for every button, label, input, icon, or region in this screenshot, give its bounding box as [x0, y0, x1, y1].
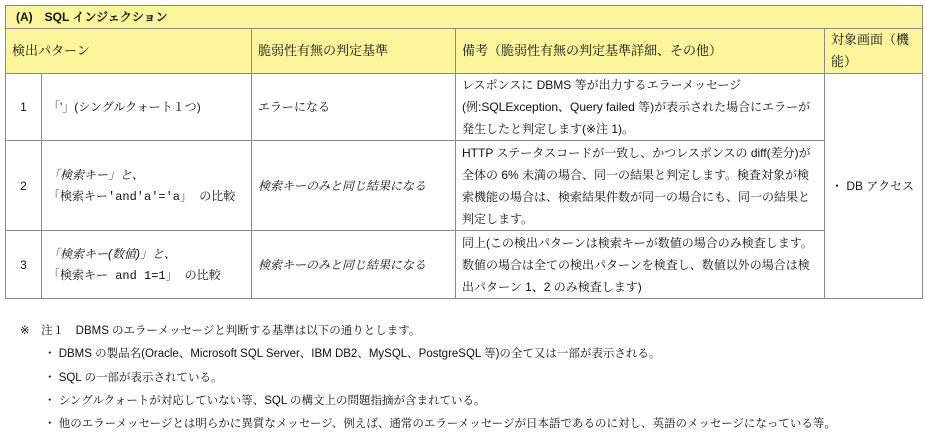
criterion: 検索キーのみと同じ結果になる: [252, 231, 456, 299]
pattern-line: 「検索キー(数値)」と、: [48, 246, 176, 261]
sql-injection-table: [5, 5, 923, 299]
note-item: ・ 他のエラーメッセージとは明らかに異質なメッセージ、例えば、通常のエラーメッセージが日本語であるのに対し、英語のメッセージになっている等。: [44, 418, 836, 431]
table-title: (A) SQL インジェクション: [6, 6, 923, 29]
row-number: 1: [6, 74, 42, 141]
remarks: 同上(この検出パターンは検索キーが数値の場合のみ検査します。数値の場合は全ての検出パターンを検査し、数値以外の場合は検出パターン 1、2 のみ検査します): [456, 231, 825, 299]
pattern-line: 「検索キー'and'a'='a」 の比較: [48, 189, 236, 204]
header-target: 対象画面（機能）: [825, 29, 923, 74]
criterion: エラーになる: [252, 74, 456, 141]
row-number: 3: [6, 231, 42, 299]
table-row: [6, 74, 923, 141]
pattern-line: 「検索キー」と、: [48, 167, 145, 182]
note-item: ・ SQL の一部が表示されている。: [44, 371, 223, 384]
row-number: 2: [6, 141, 42, 231]
header-remarks: 備考（脆弱性有無の判定基準詳細、その他）: [456, 29, 825, 74]
pattern: [42, 141, 252, 231]
target-screen: ・ DB アクセス: [825, 74, 923, 299]
table-row: [6, 141, 923, 231]
notes: [20, 320, 836, 436]
pattern: 「'」(シングルクォート１つ): [42, 74, 252, 141]
note-item: ・ DBMS の製品名(Oracle、Microsoft SQL Server、IBM DB2、MySQL、PostgreSQL 等)の全て又は一部が表示される。: [44, 348, 661, 361]
criterion: 検索キーのみと同じ結果になる: [252, 141, 456, 231]
remarks: レスポンスに DBMS 等が出力するエラーメッセージ(例:SQLException、Query failed 等)が表示された場合にエラーが発生したと判定します(※注 1)。: [456, 74, 825, 141]
note-heading: ※ 注１ DBMS のエラーメッセージと判断する基準は以下の通りとします。: [20, 325, 421, 337]
note-item: ・ シングルクォートが対応していない等、SQL の構文上の問題指摘が含まれている。: [44, 394, 486, 407]
pattern: [42, 231, 252, 299]
pattern-line: 「検索キー and 1=1」 の比較: [48, 268, 221, 283]
remarks: HTTP ステータスコードが一致し、かつレスポンスの diff(差分)が全体の 6% 未満の場合、同一の結果と判定します。検査対象が検索機能の場合は、検索結果件数が同一の場合にも、同一の結果と判定します。: [456, 141, 825, 231]
header-criterion: 脆弱性有無の判定基準: [252, 29, 456, 74]
table-row: [6, 231, 923, 299]
header-pattern: 検出パターン: [6, 29, 252, 74]
